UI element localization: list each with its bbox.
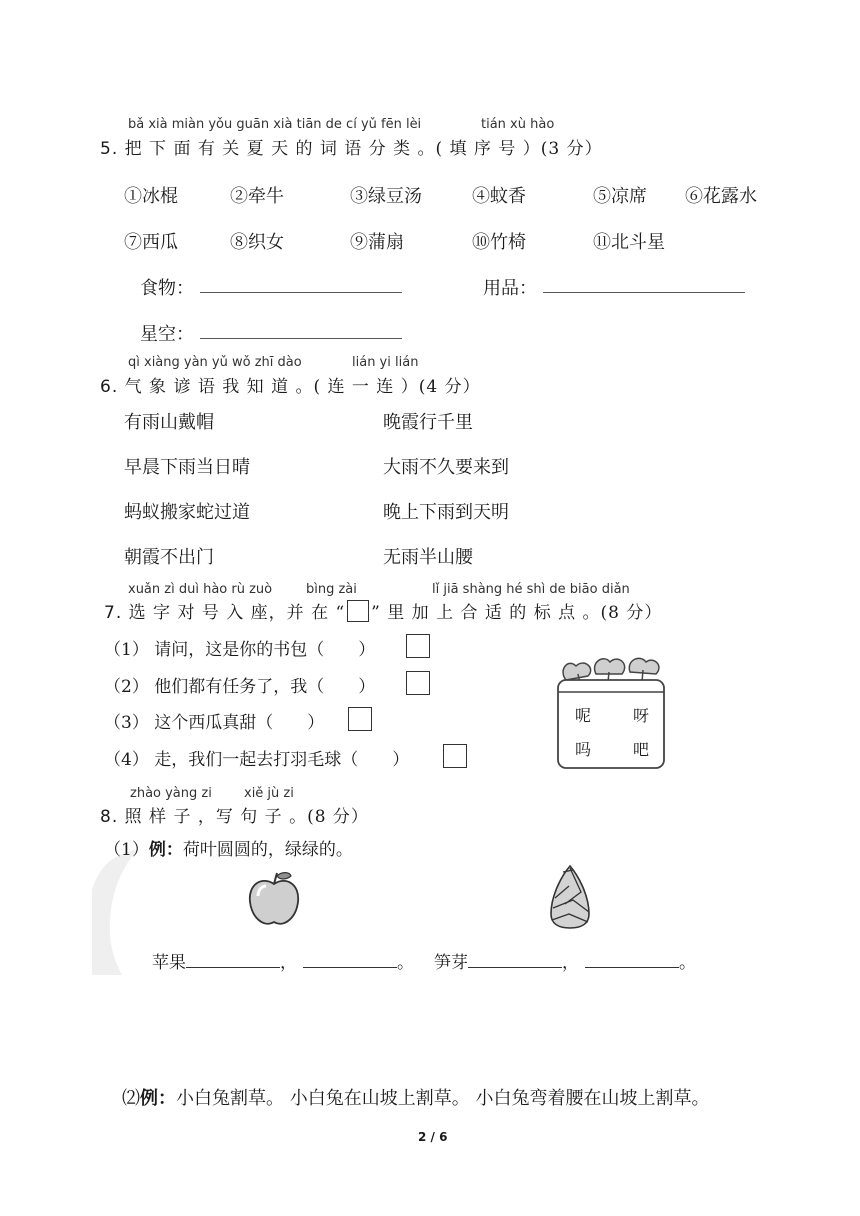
q8-pinyin-tail: xiě jù zi [244,786,294,801]
q5-goods-answer-line[interactable] [543,292,745,293]
q8-period: 。 [679,953,696,973]
q8-example-label: 例： [140,1088,176,1109]
q7-title-box-icon [347,600,369,622]
q5-item: ⑥花露水 [685,186,757,207]
q8-pinyin: zhào yàng zi [130,786,212,801]
q5-goods-label: 用品： [483,278,537,299]
q8-ex2-number: ⑵ [122,1088,140,1109]
q7-item[interactable]: （4） 走，我们一起去打羽毛球（ ） [104,750,410,770]
q6-number: 6. [100,377,119,397]
q5-pinyin: bǎ xià miàn yǒu guān xià tiān de cí yǔ fēn lèi [128,117,422,132]
q8-period: 。 [397,953,414,973]
bamboo-shoot-icon [545,864,595,930]
q8-shoot-row [434,948,696,973]
q7-item[interactable]: （2） 他们都有任务了，我（ ） [104,677,376,697]
q8-ex2-text: 小白兔割草。 小白兔在山坡上割草。 小白兔弯着腰在山坡上割草。 [176,1088,710,1109]
q5-item: ④蚊香 [472,186,526,207]
q7-item[interactable]: （1） 请问，这是你的书包（ ） [104,640,376,660]
q5-item: ⑦西瓜 [124,232,178,253]
punct-char: 吗 [575,740,592,759]
q6-left-proverb[interactable]: 早晨下雨当日晴 [124,457,250,478]
q8-title-row [100,802,369,827]
q8-ex1-number: （1） [104,840,149,860]
punct-char: 呢 [575,706,592,725]
q5-food-answer-line[interactable] [200,292,402,293]
q6-right-proverb[interactable]: 无雨半山腰 [383,547,473,568]
q6-title: 气 象 谚 语 我 知 道 。( 连 一 连 ）(4 分） [124,377,481,397]
q8-title: 照 样 子 ，写 句 子 。(8 分） [124,807,369,827]
q7-pinyin-tail: lǐ jiā shàng hé shì de biāo diǎn [432,582,630,597]
q5-goods-row [483,274,537,300]
q5-item: ⑨蒲扇 [350,232,404,253]
q5-title-row [100,134,603,159]
q6-left-proverb[interactable]: 朝霞不出门 [124,547,214,568]
q7-punctuation-box[interactable] [443,744,467,768]
q8-example-2 [122,1084,709,1110]
q5-sky-answer-line[interactable] [200,338,402,339]
q6-pinyin-tail: lián yi lián [352,355,419,370]
q8-apple-row [152,948,414,973]
q5-food-row [140,274,194,300]
q8-comma: ， [562,953,579,973]
q8-number: 8. [100,807,119,827]
q5-item: ②牵牛 [230,186,284,207]
q6-right-proverb[interactable]: 晚霞行千里 [383,412,473,433]
q5-item: ⑤凉席 [593,186,647,207]
q5-item: ③绿豆汤 [350,186,422,207]
q5-item: ①冰棍 [124,186,178,207]
q7-number: 7. [104,603,123,623]
punct-char: 呀 [633,706,650,725]
q8-shoot-blank[interactable] [468,967,562,968]
q7-item[interactable]: （3） 这个西瓜真甜（ ） [104,713,325,733]
q5-item: ⑩竹椅 [472,232,526,253]
q6-right-proverb[interactable]: 晚上下雨到天明 [383,502,509,523]
q8-apple-blank[interactable] [186,967,280,968]
q6-right-proverb[interactable]: 大雨不久要来到 [383,457,509,478]
q5-sky-row [140,320,194,346]
q5-number: 5. [100,139,119,159]
q7-title-b: ” 里 加 上 合 适 的 标 点 。(8 分） [371,603,663,623]
q8-apple-blank[interactable] [303,967,397,968]
q8-ex1-text: 荷叶圆圆的，绿绿的。 [182,840,353,860]
q7-punctuation-box[interactable] [406,634,430,658]
q8-example-1 [104,835,353,860]
q6-left-proverb[interactable]: 有雨山戴帽 [124,412,214,433]
plant-pot-illustration [548,650,673,775]
q7-punctuation-box[interactable] [348,707,372,731]
q8-apple-label: 苹果 [152,953,186,973]
q5-item: ⑪北斗星 [593,232,665,253]
q5-item: ⑧织女 [230,232,284,253]
q5-title: 把 下 面 有 关 夏 天 的 词 语 分 类 。( 填 序 号 ）(3 分） [124,139,603,159]
q7-pinyin-mid: bìng zài [306,582,357,597]
q8-example-label: 例： [148,840,183,860]
apple-icon [244,870,304,930]
q8-shoot-label: 笋芽 [434,953,468,973]
q8-shoot-blank[interactable] [585,967,679,968]
q7-title-a: 选 字 对 号 入 座，并 在 “ [128,603,346,623]
q5-pinyin-tail: tián xù hào [481,117,555,132]
q7-pinyin: xuǎn zì duì hào rù zuò [128,582,273,597]
q8-comma: ， [280,953,297,973]
q7-title-row [104,598,662,623]
q5-food-label: 食物： [140,278,194,299]
q6-title-row [100,372,481,397]
q5-sky-label: 星空： [140,324,194,345]
q6-pinyin: qì xiàng yàn yǔ wǒ zhī dào [128,355,302,370]
q7-punctuation-box[interactable] [406,671,430,695]
page-number: 2 / 6 [418,1130,448,1144]
q6-left-proverb[interactable]: 蚂蚁搬家蛇过道 [124,502,250,523]
punct-char: 吧 [633,740,650,759]
